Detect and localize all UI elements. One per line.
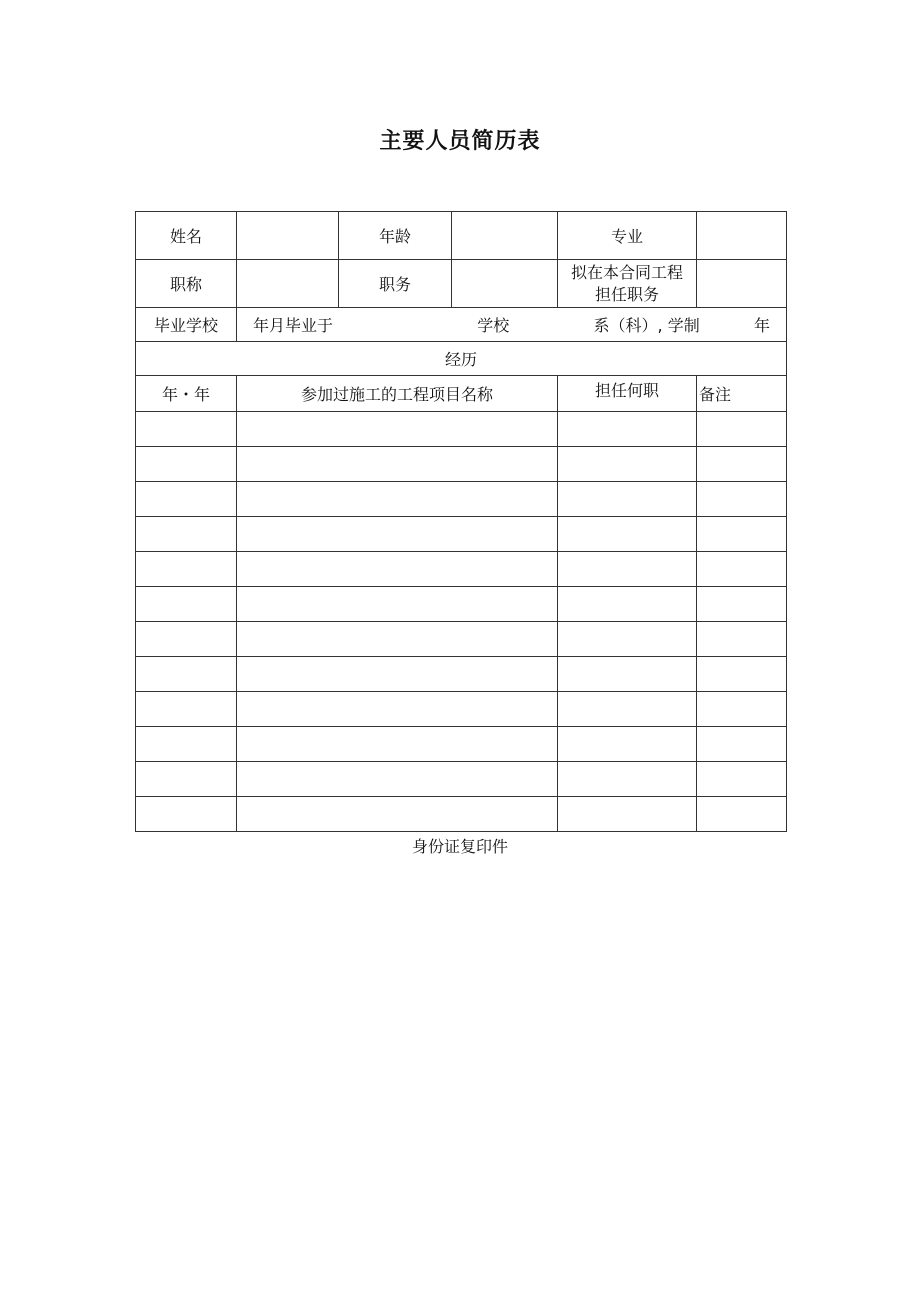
period-cell[interactable] <box>136 622 237 657</box>
role-cell[interactable] <box>558 587 697 622</box>
project-cell[interactable] <box>237 587 558 622</box>
table-row <box>136 762 787 797</box>
id-copy-caption: 身份证复印件 <box>411 837 508 856</box>
project-cell[interactable] <box>237 762 558 797</box>
remark-cell[interactable] <box>697 482 787 517</box>
project-cell[interactable] <box>237 447 558 482</box>
role-cell[interactable] <box>558 657 697 692</box>
graduation-text-1: 年月毕业于 <box>253 316 334 335</box>
project-cell[interactable] <box>237 797 558 832</box>
remark-cell[interactable] <box>697 587 787 622</box>
project-cell[interactable] <box>237 517 558 552</box>
table-row <box>136 587 787 622</box>
col-header-project: 参加过施工的工程项目名称 <box>237 376 558 412</box>
planned-role-field[interactable] <box>697 260 787 308</box>
row-basic-info <box>136 212 787 260</box>
period-cell[interactable] <box>136 517 237 552</box>
position-label: 职务 <box>339 260 452 308</box>
page-title: 主要人员简历表 <box>379 129 541 154</box>
role-cell[interactable] <box>558 622 697 657</box>
planned-role-label-line1: 拟在本合同工程 <box>570 262 683 282</box>
project-cell[interactable] <box>237 412 558 447</box>
table-row <box>136 552 787 587</box>
table-row <box>136 482 787 517</box>
graduation-label: 毕业学校 <box>136 308 237 342</box>
graduation-text-3: 系（科）, 学制 <box>593 316 700 335</box>
project-cell[interactable] <box>237 727 558 762</box>
major-field[interactable] <box>697 212 787 260</box>
table-row <box>136 517 787 552</box>
resume-form-table <box>135 211 787 832</box>
role-cell[interactable] <box>558 762 697 797</box>
col-header-remark: 备注 <box>697 376 787 412</box>
remark-cell[interactable] <box>697 412 787 447</box>
table-row <box>136 657 787 692</box>
period-cell[interactable] <box>136 552 237 587</box>
project-cell[interactable] <box>237 657 558 692</box>
title-field[interactable] <box>237 260 339 308</box>
col-header-period: 年・年 <box>136 376 237 412</box>
period-cell[interactable] <box>136 412 237 447</box>
role-cell[interactable] <box>558 552 697 587</box>
period-cell[interactable] <box>136 797 237 832</box>
planned-role-label-line2: 担任职务 <box>594 284 659 304</box>
remark-cell[interactable] <box>697 657 787 692</box>
graduation-field[interactable] <box>237 308 787 342</box>
remark-cell[interactable] <box>697 552 787 587</box>
period-cell[interactable] <box>136 727 237 762</box>
planned-role-label <box>558 260 697 308</box>
table-row <box>136 692 787 727</box>
experience-header: 经历 <box>136 342 787 376</box>
col-header-role: 担任何职 <box>558 376 697 412</box>
period-cell[interactable] <box>136 657 237 692</box>
name-field[interactable] <box>237 212 339 260</box>
position-field[interactable] <box>452 260 558 308</box>
table-row <box>136 622 787 657</box>
row-experience-header <box>136 342 787 376</box>
age-field[interactable] <box>452 212 558 260</box>
role-cell[interactable] <box>558 797 697 832</box>
project-cell[interactable] <box>237 482 558 517</box>
period-cell[interactable] <box>136 447 237 482</box>
table-row <box>136 412 787 447</box>
major-label: 专业 <box>558 212 697 260</box>
table-row <box>136 797 787 832</box>
project-cell[interactable] <box>237 622 558 657</box>
table-row <box>136 447 787 482</box>
remark-cell[interactable] <box>697 447 787 482</box>
row-title-info <box>136 260 787 308</box>
project-cell[interactable] <box>237 692 558 727</box>
role-cell[interactable] <box>558 692 697 727</box>
name-label: 姓名 <box>136 212 237 260</box>
row-graduation <box>136 308 787 342</box>
remark-cell[interactable] <box>697 762 787 797</box>
role-cell[interactable] <box>558 727 697 762</box>
remark-cell[interactable] <box>697 797 787 832</box>
remark-cell[interactable] <box>697 517 787 552</box>
role-cell[interactable] <box>558 447 697 482</box>
role-cell[interactable] <box>558 517 697 552</box>
title-label: 职称 <box>136 260 237 308</box>
period-cell[interactable] <box>136 587 237 622</box>
remark-cell[interactable] <box>697 622 787 657</box>
graduation-text-4: 年 <box>753 316 770 335</box>
role-cell[interactable] <box>558 412 697 447</box>
graduation-text-2: 学校 <box>477 316 510 335</box>
age-label: 年龄 <box>339 212 452 260</box>
remark-cell[interactable] <box>697 727 787 762</box>
period-cell[interactable] <box>136 762 237 797</box>
remark-cell[interactable] <box>697 692 787 727</box>
period-cell[interactable] <box>136 692 237 727</box>
period-cell[interactable] <box>136 482 237 517</box>
project-cell[interactable] <box>237 552 558 587</box>
row-column-headers <box>136 376 787 412</box>
role-cell[interactable] <box>558 482 697 517</box>
table-row <box>136 727 787 762</box>
